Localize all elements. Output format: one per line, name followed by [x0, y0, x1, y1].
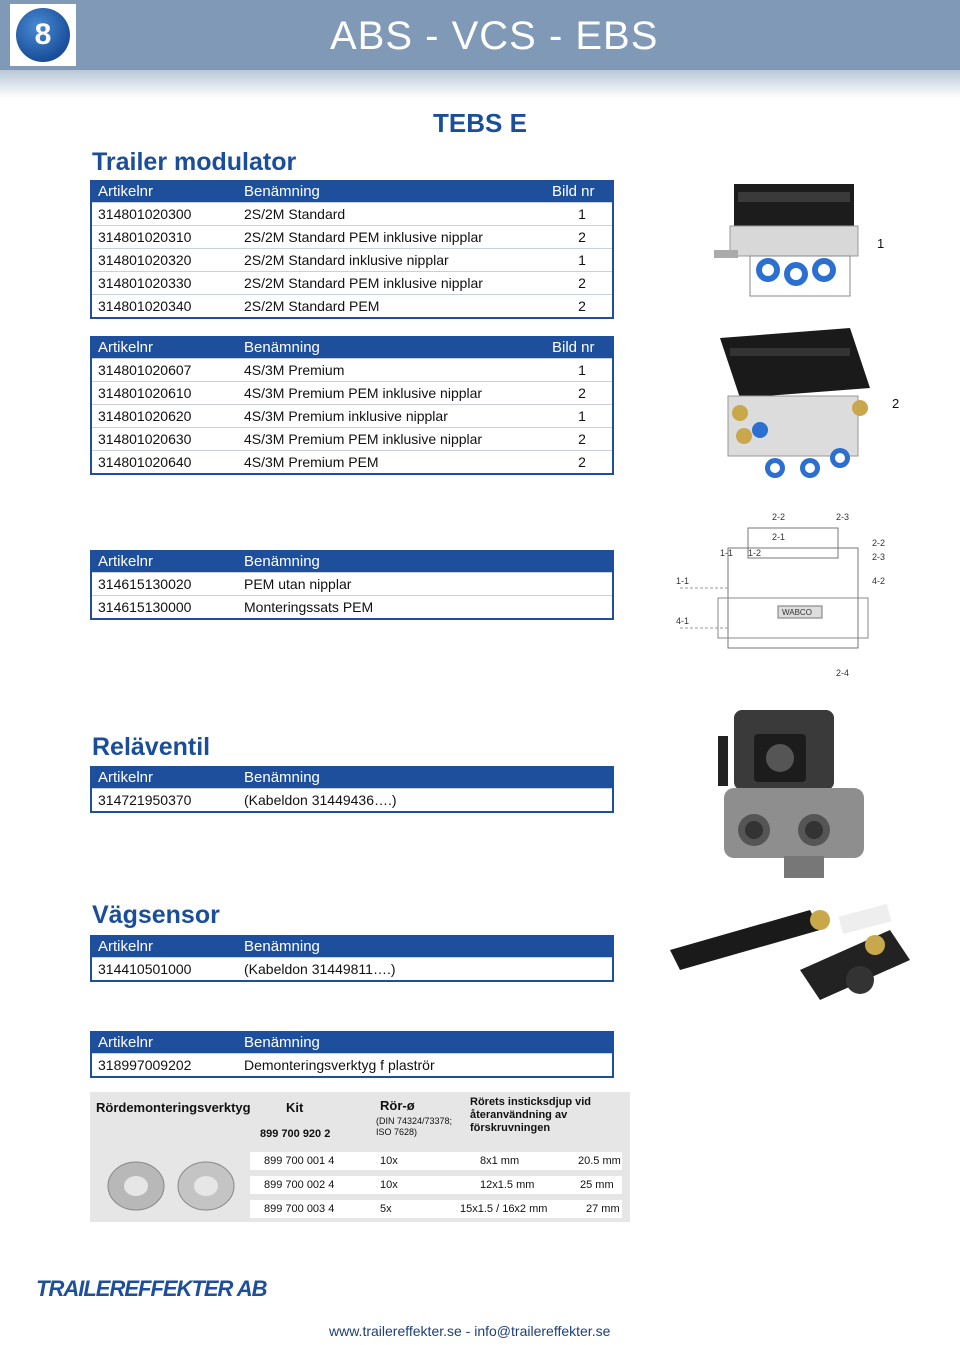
- diagram-label: 2-4: [836, 668, 850, 678]
- table-row: [91, 249, 613, 272]
- product-family-title: TEBS E: [433, 108, 527, 138]
- cell: (Kabeldon 31449436….): [238, 789, 613, 813]
- spec-cell: 12x1.5 mm: [480, 1179, 535, 1191]
- diagram-label: 1-2: [748, 548, 762, 558]
- cell: Demonteringsverktyg f plaströr: [238, 1054, 613, 1078]
- column-header: Artikelnr: [91, 1031, 238, 1054]
- column-header: Benämning: [238, 336, 546, 359]
- cell: 2S/2M Standard: [238, 203, 546, 226]
- footer-contact[interactable]: www.trailereffekter.se - info@trailereffekter.se: [329, 1323, 611, 1339]
- cell: 314801020640: [91, 451, 238, 475]
- diagram-label: 2-3: [836, 512, 850, 522]
- cell: 314801020610: [91, 382, 238, 405]
- table-row: [91, 359, 613, 382]
- spec-cell: 15x1.5 / 16x2 mm: [460, 1203, 548, 1215]
- cell: 314801020607: [91, 359, 238, 382]
- column-header: Benämning: [238, 1031, 613, 1054]
- page-number: 8: [16, 8, 70, 62]
- cell: 314801020630: [91, 428, 238, 451]
- cell: 2S/2M Standard inklusive nipplar: [238, 249, 546, 272]
- cell: 314615130020: [91, 573, 238, 596]
- figure-label-1: 1: [877, 236, 885, 251]
- spec-col-title: Kit: [286, 1100, 304, 1115]
- table-row: [91, 789, 613, 813]
- section-title-vagsensor: Vägsensor: [92, 901, 220, 929]
- spec-kit-number: 899 700 920 2: [260, 1128, 331, 1140]
- relay-valve-photo: [694, 700, 874, 884]
- cell: 314410501000: [91, 958, 238, 982]
- table-row: [91, 203, 613, 226]
- spec-cell: 27 mm: [586, 1203, 620, 1215]
- column-header: Artikelnr: [91, 935, 238, 958]
- table-row: [91, 451, 613, 475]
- table-row: [91, 958, 613, 982]
- diagram-label: 1-1: [676, 576, 690, 586]
- cell: 314801020340: [91, 295, 238, 319]
- cell: 4S/3M Premium inklusive nipplar: [238, 405, 546, 428]
- cell: 2S/2M Standard PEM inklusive nipplar: [238, 272, 546, 295]
- cell: 314801020310: [91, 226, 238, 249]
- cell: 2: [546, 451, 613, 475]
- diagram-label: 4-2: [872, 576, 886, 586]
- column-header: Bild nr: [546, 180, 613, 203]
- column-header: Benämning: [238, 935, 613, 958]
- cell: 314801020320: [91, 249, 238, 272]
- spec-cell: 10x: [380, 1179, 398, 1191]
- height-sensor-photo: [660, 890, 930, 1020]
- table-row: [91, 272, 613, 295]
- table-row: [91, 596, 613, 620]
- spec-row: [250, 1176, 622, 1194]
- cell: 4S/3M Premium PEM inklusive nipplar: [238, 382, 546, 405]
- tool-table: [90, 1031, 614, 1078]
- cell: 4S/3M Premium PEM: [238, 451, 546, 475]
- column-header: Benämning: [238, 766, 613, 789]
- column-header: Bild nr: [546, 336, 613, 359]
- cell: 314721950370: [91, 789, 238, 813]
- cell: 2: [546, 295, 613, 319]
- column-header: Benämning: [238, 550, 613, 573]
- document-title: ABS - VCS - EBS: [330, 14, 659, 58]
- column-header: Artikelnr: [91, 180, 238, 203]
- cell: 2: [546, 428, 613, 451]
- cell: 1: [546, 405, 613, 428]
- diagram-label: 2-2: [872, 538, 886, 548]
- diagram-label: 2-1: [772, 532, 786, 542]
- diagram-label: 2-3: [872, 552, 886, 562]
- company-logo: TRAILEREFFEKTER AB: [36, 1276, 267, 1301]
- diagram-label: WABCO: [782, 608, 812, 617]
- diagram-label: 1-1: [720, 548, 734, 558]
- section-title-releventil: Reläventil: [92, 733, 211, 761]
- cell: 314615130000: [91, 596, 238, 620]
- section-title-trailer-modulator: Trailer modulator: [92, 148, 297, 176]
- table-row: [91, 382, 613, 405]
- header-gradient: [0, 70, 960, 98]
- column-header: Artikelnr: [91, 336, 238, 359]
- table-row: [91, 295, 613, 319]
- spec-col-title: Rördemonteringsverktyg: [96, 1100, 251, 1115]
- tool-spec-table: [90, 1092, 630, 1222]
- trailer-modulator-table-4s3m: [90, 336, 614, 475]
- figure-label-2: 2: [892, 396, 900, 411]
- spec-cell: 899 700 002 4: [264, 1179, 335, 1191]
- spec-norm: (DIN 74324/73378; ISO 7628): [376, 1116, 453, 1137]
- table-row: [91, 226, 613, 249]
- table-row: [91, 573, 613, 596]
- spec-cell: 10x: [380, 1155, 398, 1167]
- releventil-table: [90, 766, 614, 813]
- cell: 4S/3M Premium: [238, 359, 546, 382]
- table-row: [91, 1054, 613, 1078]
- spec-cell: 5x: [380, 1203, 392, 1215]
- spec-row: [250, 1200, 622, 1218]
- table-row: [91, 428, 613, 451]
- cell: PEM utan nipplar: [238, 573, 613, 596]
- modulator-photo-2: [700, 318, 880, 490]
- cell: Monteringssats PEM: [238, 596, 613, 620]
- diagram-label: 4-1: [676, 616, 690, 626]
- trailer-modulator-table-2s2m: [90, 180, 614, 319]
- spec-row: [250, 1152, 622, 1170]
- cell: 2: [546, 272, 613, 295]
- cell: 2S/2M Standard PEM: [238, 295, 546, 319]
- column-header: Artikelnr: [91, 766, 238, 789]
- table-row: [91, 405, 613, 428]
- cell: 314801020330: [91, 272, 238, 295]
- spec-cell: 899 700 001 4: [264, 1155, 335, 1167]
- cell: 4S/3M Premium PEM inklusive nipplar: [238, 428, 546, 451]
- cell: 314801020620: [91, 405, 238, 428]
- spec-cell: 25 mm: [580, 1179, 614, 1191]
- cell: (Kabeldon 31449811….): [238, 958, 613, 982]
- diagram-label: 2-2: [772, 512, 786, 522]
- cell: 318997009202: [91, 1054, 238, 1078]
- modulator-photo-1: [710, 178, 870, 306]
- column-header: Benämning: [238, 180, 546, 203]
- spec-cell: 20.5 mm: [578, 1155, 621, 1167]
- spec-cell: 8x1 mm: [480, 1155, 520, 1167]
- tool-illustration: [96, 1152, 246, 1216]
- spec-col-title: Rör-ø: [380, 1098, 415, 1113]
- cell: 1: [546, 359, 613, 382]
- pem-technical-diagram: [668, 508, 894, 680]
- vagsensor-table: [90, 935, 614, 982]
- cell: 2S/2M Standard PEM inklusive nipplar: [238, 226, 546, 249]
- cell: 1: [546, 203, 613, 226]
- column-header: Artikelnr: [91, 550, 238, 573]
- cell: 1: [546, 249, 613, 272]
- cell: 2: [546, 226, 613, 249]
- spec-cell: 899 700 003 4: [264, 1203, 335, 1215]
- cell: 314801020300: [91, 203, 238, 226]
- spec-col-title: Rörets insticksdjup vid återanvändning av förskruvningen: [470, 1096, 592, 1134]
- cell: 2: [546, 382, 613, 405]
- pem-table: [90, 550, 614, 620]
